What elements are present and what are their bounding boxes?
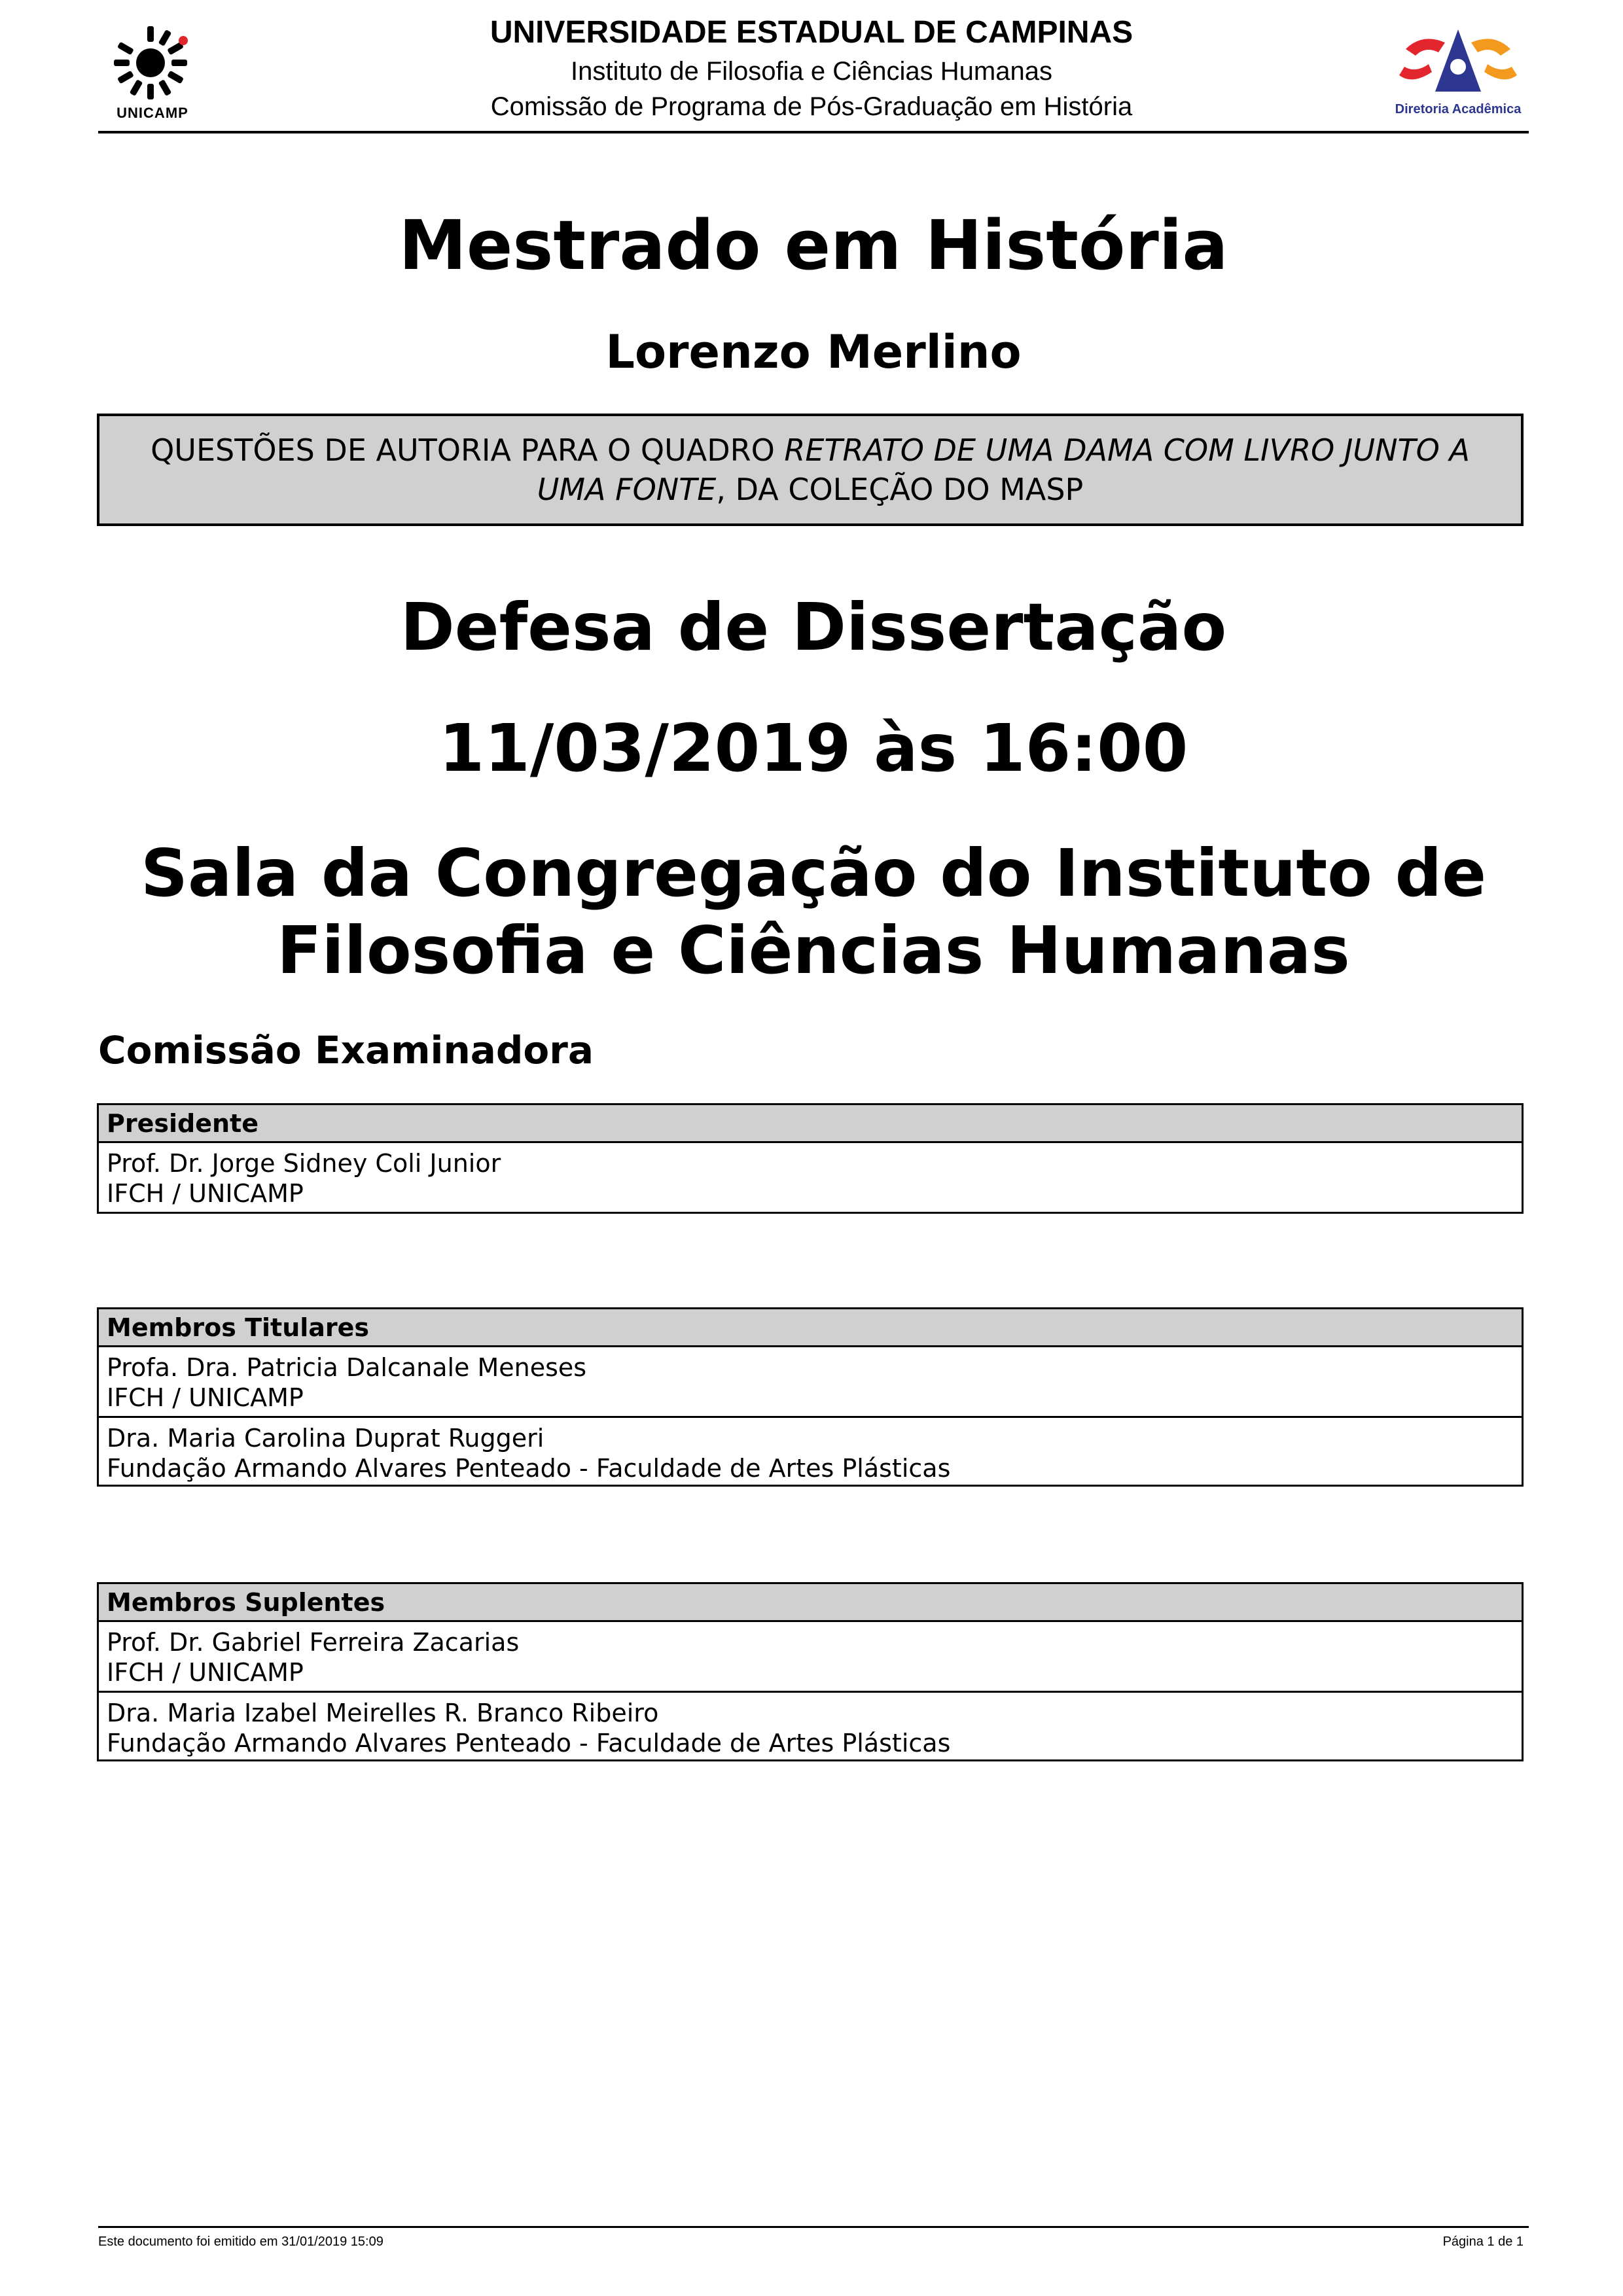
member-name: Profa. Dra. Patricia Dalcanale Meneses — [107, 1353, 587, 1382]
member-name: Prof. Dr. Gabriel Ferreira Zacarias — [107, 1628, 520, 1657]
titular-members-table — [97, 1307, 1524, 1487]
thesis-title-suffix: , DA COLEÇÃO DO MASP — [716, 472, 1084, 507]
event-place-line2: Filosofia e Ciências Humanas — [277, 912, 1350, 989]
footer-divider — [98, 2226, 1529, 2228]
thesis-title-box — [97, 414, 1524, 526]
committee-title: Comissão Examinadora — [98, 1028, 594, 1072]
page-number: Página 1 de 1 — [1442, 2234, 1524, 2249]
page-header — [262, 12, 1361, 124]
program-title: Mestrado em História — [399, 205, 1228, 285]
member-name: Prof. Dr. Jorge Sidney Coli Junior — [107, 1149, 501, 1178]
member-affiliation: IFCH / UNICAMP — [107, 1383, 304, 1412]
table-row — [99, 1691, 1522, 1759]
unicamp-logo-text: UNICAMP — [116, 105, 188, 121]
author-name: Lorenzo Merlino — [605, 325, 1022, 379]
diretoria-academica-logo-text: Diretoria Acadêmica — [1395, 102, 1522, 116]
institute-name: Instituto de Filosofia e Ciências Humanas — [571, 57, 1052, 86]
table-row — [99, 1143, 1522, 1212]
member-affiliation: IFCH / UNICAMP — [107, 1658, 304, 1687]
member-affiliation: IFCH / UNICAMP — [107, 1179, 304, 1208]
thesis-title-italic: RETRATO DE UMA DAMA COM LIVRO JUNTO A UMA FONTE — [537, 433, 1470, 507]
event-place — [98, 835, 1529, 989]
event-place-line1: Sala da Congregação do Instituto de — [140, 835, 1487, 911]
table-header: Presidente — [99, 1105, 1522, 1143]
table-row — [99, 1416, 1522, 1485]
header-divider — [98, 131, 1529, 133]
table-row — [99, 1622, 1522, 1691]
table-header: Membros Suplentes — [99, 1584, 1522, 1622]
issue-date-note: Este documento foi emitido em 31/01/2019 15:09 — [98, 2234, 383, 2249]
member-affiliation: Fundação Armando Alvares Penteado - Faculdade de Artes Plásticas — [107, 1454, 951, 1483]
table-header: Membros Titulares — [99, 1309, 1522, 1347]
event-datetime: 11/03/2019 às 16:00 — [438, 710, 1188, 786]
member-name: Dra. Maria Izabel Meirelles R. Branco Ribeiro — [107, 1699, 659, 1727]
commission-name: Comissão de Programa de Pós-Graduação em História — [490, 92, 1133, 121]
member-name: Dra. Maria Carolina Duprat Ruggeri — [107, 1424, 544, 1453]
event-title: Defesa de Dissertação — [400, 589, 1227, 665]
diretoria-academica-logo — [1386, 26, 1530, 124]
diretoria-academica-emblem-icon — [1393, 26, 1524, 98]
unicamp-logo — [103, 20, 202, 124]
president-table — [97, 1103, 1524, 1214]
thesis-title-prefix: QUESTÕES DE AUTORIA PARA O QUADRO — [151, 433, 785, 468]
substitute-members-table — [97, 1582, 1524, 1761]
member-affiliation: Fundação Armando Alvares Penteado - Faculdade de Artes Plásticas — [107, 1729, 951, 1757]
university-name: UNIVERSIDADE ESTADUAL DE CAMPINAS — [490, 15, 1133, 50]
unicamp-emblem-icon — [103, 20, 202, 105]
table-row — [99, 1347, 1522, 1416]
